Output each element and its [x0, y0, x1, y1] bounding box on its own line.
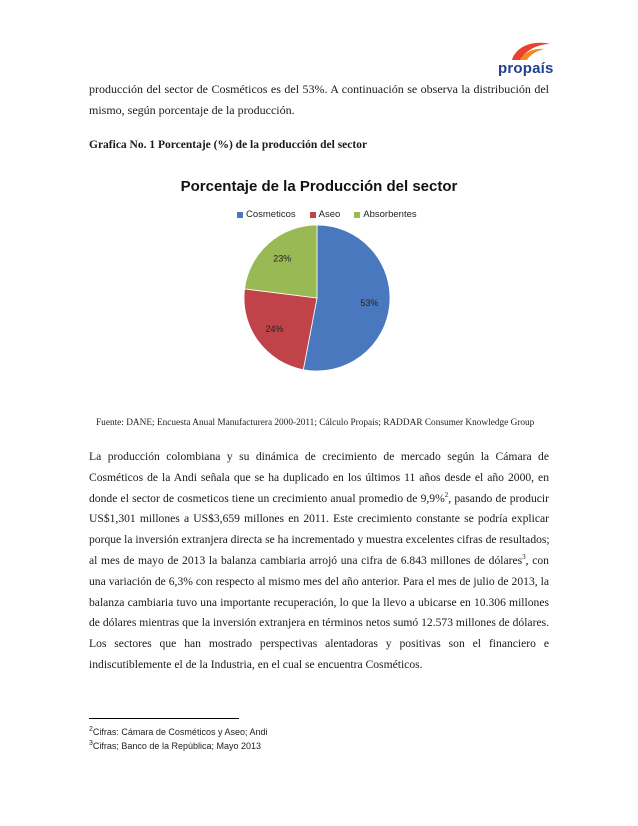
body-line: balanza cambiaria tuvo una importante recuperación, lo que la llevo a ubicarse en 10.306 millones [89, 595, 549, 609]
intro-line: mismo, según porcentaje de la producción. [89, 102, 295, 117]
body-line [89, 551, 549, 572]
body-line-text: , pasando de producir [448, 491, 549, 505]
body-line-text: donde el sector de cosmeticos tiene un crecimiento anual promedio de 9,9% [89, 491, 445, 505]
body-line: Cosméticos de la Andi señala que se ha duplicado en los últimos 11 años desde el año 2000, en [89, 470, 549, 484]
footnote-number: 2 [89, 726, 93, 733]
legend-item-cosmeticos [237, 209, 296, 220]
legend-swatch [310, 212, 316, 218]
body-line-text: , con [525, 553, 549, 567]
data-label: 53% [360, 297, 379, 308]
data-label: 24% [265, 323, 284, 334]
footnote [89, 741, 261, 751]
figure-caption: Grafica No. 1 Porcentaje (%) de la producción del sector [89, 139, 368, 151]
intro-line: producción del sector de Cosméticos es del 53%. A continuación se observa la distribución del [89, 82, 549, 96]
footnote-text: Cifras; Banco de la República; Mayo 2013 [92, 741, 262, 751]
body-line: Los sectores que han mostrado perspectivas alentadoras y positivas son el financiero e [89, 637, 549, 651]
logo-wordmark: propaís [498, 60, 554, 77]
footnote-text: Cifras: Cámara de Cosméticos y Aseo; Andi [92, 727, 268, 737]
intro-paragraph [89, 79, 549, 120]
chart-legend [237, 209, 417, 220]
footnote-ref: 2 [444, 490, 449, 499]
footnote-number: 3 [89, 740, 93, 747]
legend-item-absorbentes [354, 209, 416, 220]
body-line: de dólares mientras que la inversión extranjera en términos netos sumó 12.573 millones de dólares. [89, 616, 549, 630]
body-line [89, 489, 549, 510]
body-line: porque la inversión extranjera directa se ha incrementado y muestra excelentes cifras de resultados; [89, 533, 550, 547]
body-line: La producción colombiana y su dinámica de crecimiento de mercado según la Cámara de [89, 450, 549, 463]
body-paragraph [89, 447, 549, 676]
legend-label: Absorbentes [363, 209, 417, 220]
source-note: Fuente: DANE; Encuesta Anual Manufacturera 2000-2011; Cálculo Propaís; RADDAR Consumer Knowledge Group [96, 418, 535, 428]
legend-label: Cosmeticos [246, 209, 296, 220]
data-label: 23% [273, 253, 292, 264]
footnote [89, 727, 267, 737]
body-line-text: al mes de mayo de 2013 la balanza cambiaria arrojó una cifra de 6.843 millones de dólares [89, 553, 523, 567]
chart-title: Porcentaje de la Producción del sector [180, 178, 458, 195]
body-line: indiscutiblemente el de la Industria, en el cual se encuentra Cosméticos. [89, 657, 423, 671]
legend-swatch [354, 212, 360, 218]
footnote-ref: 3 [522, 553, 526, 562]
body-line: una variación de 6,3% con respecto al mismo mes del año anterior. Para el mes de julio de 2013, la [89, 574, 549, 588]
legend-item-aseo [310, 209, 341, 220]
legend-label: Aseo [318, 209, 341, 220]
pie-chart [250, 220, 410, 380]
footnote-divider [89, 718, 239, 719]
legend-swatch [237, 212, 243, 218]
body-line: US$1,301 millones a US$3,659 millones en 2011. Este crecimiento constante se podría explicar [89, 512, 549, 526]
